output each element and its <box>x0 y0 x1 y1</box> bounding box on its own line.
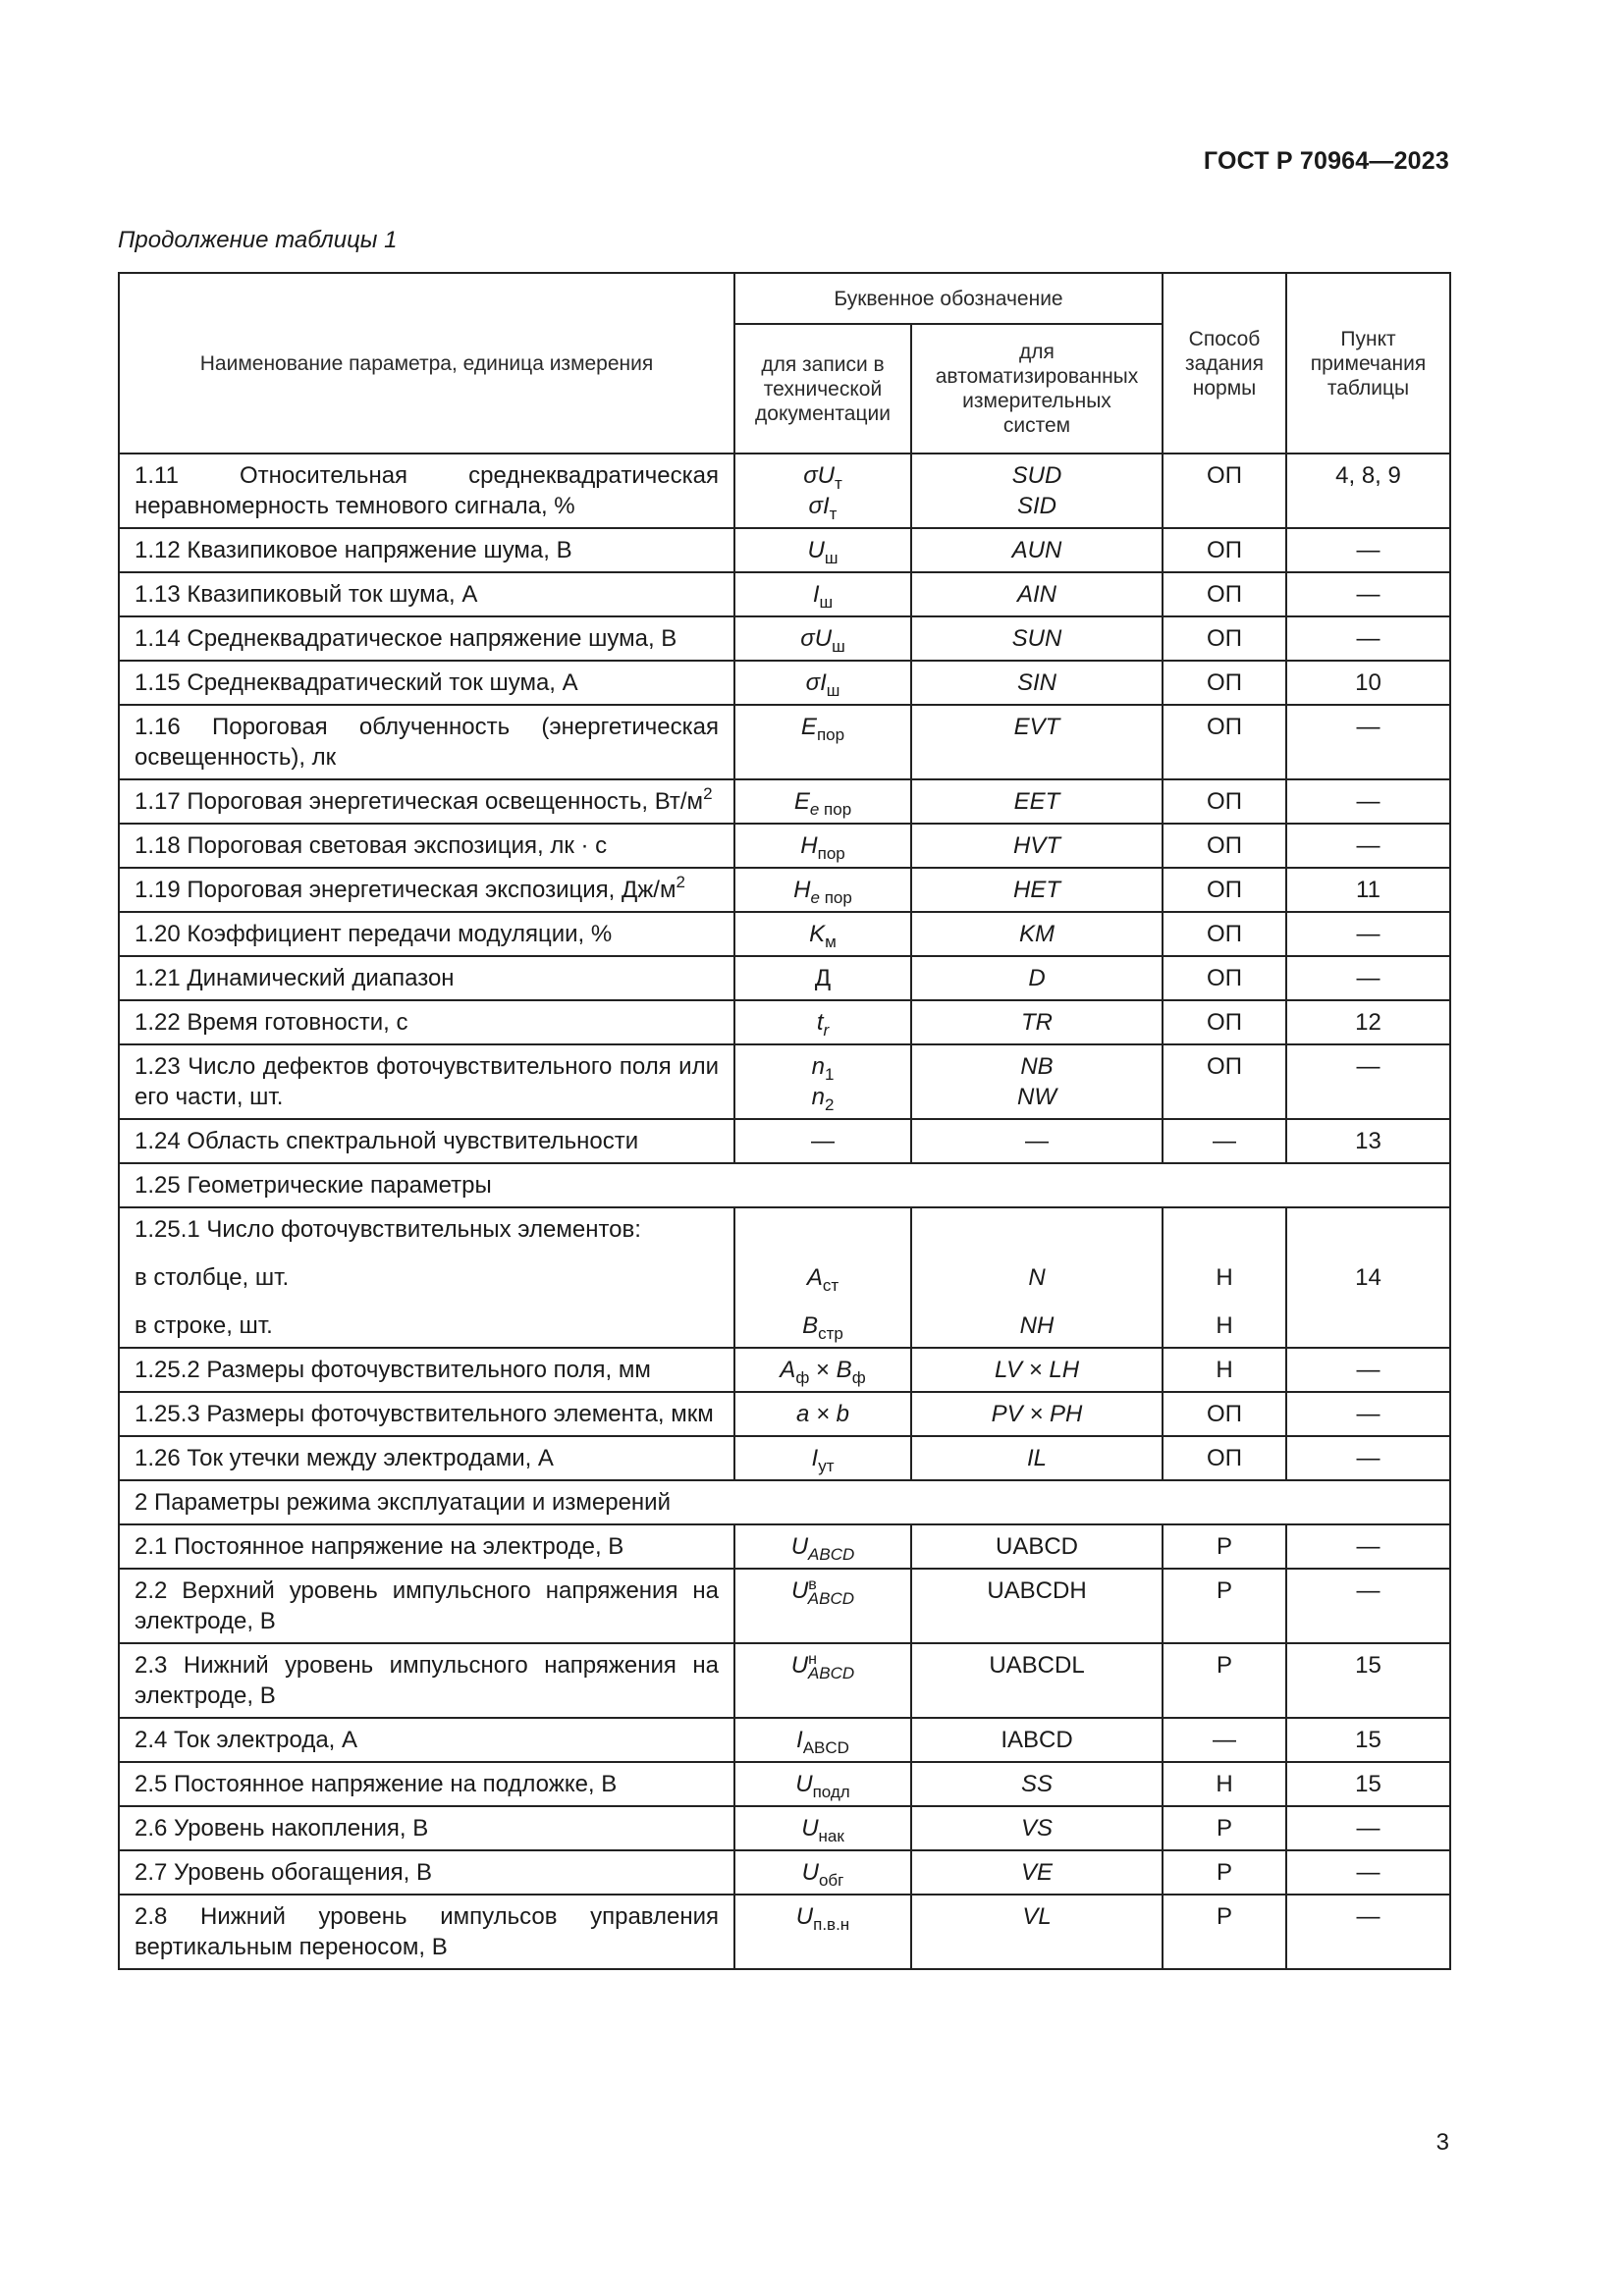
symbol-sub-italic: e <box>809 800 820 819</box>
param-name: 2.6 Уровень накопления, В <box>119 1806 734 1850</box>
table-row <box>119 661 1450 705</box>
symbol: H <box>793 877 811 903</box>
auto-symbol-1: N <box>1028 1264 1046 1291</box>
param-name: 1.16 Пороговая облученность (энергетическая освещенность), лк <box>119 705 734 779</box>
symbol-sub: ст <box>822 1276 839 1295</box>
symbol-sub: п.в.н <box>813 1915 850 1934</box>
note-item: — <box>1286 1392 1450 1436</box>
norm-method: Р <box>1163 1806 1286 1850</box>
tech-symbol: a × b <box>734 1392 911 1436</box>
header-name: Наименование параметра, единица измерения <box>119 273 734 454</box>
norm-method: ОП <box>1163 1044 1286 1119</box>
table-row <box>119 1569 1450 1643</box>
symbol-sub: ABCD <box>802 1738 849 1757</box>
note-item: — <box>1286 1895 1450 1969</box>
symbol-sub: пор <box>816 725 845 744</box>
tech-symbol <box>734 1569 911 1643</box>
note-item: 15 <box>1286 1643 1450 1718</box>
norm-method: Н <box>1163 1348 1286 1392</box>
note-item: — <box>1286 824 1450 868</box>
norm-method: — <box>1163 1119 1286 1163</box>
auto-symbol: VL <box>911 1895 1163 1969</box>
page-number: 3 <box>1435 2129 1449 2156</box>
symbol-sub: пор <box>819 888 852 907</box>
symbol-sub: ш <box>826 681 840 700</box>
symbol: I <box>812 581 820 608</box>
norm-method: ОП <box>1163 1000 1286 1044</box>
tech-symbol <box>734 1348 911 1392</box>
note-item: — <box>1286 705 1450 779</box>
auto-symbol-2: NH <box>1019 1312 1055 1339</box>
table-row <box>119 1762 1450 1806</box>
tech-symbol <box>734 912 911 956</box>
tech-symbol <box>734 868 911 912</box>
param-name: 1.25.3 Размеры фоточувствительного элемента, мкм <box>119 1392 734 1436</box>
param-name: 1.24 Область спектральной чувствительности <box>119 1119 734 1163</box>
note-item: — <box>1286 1436 1450 1480</box>
param-name: 1.11 Относительная среднеквадратическая неравномерность темнового сигнала, % <box>119 454 734 528</box>
symbol: U <box>790 1577 809 1604</box>
symbol-sub: подл <box>812 1783 850 1801</box>
auto-symbol-2: SID <box>1016 493 1056 519</box>
header-note-item: Пункт примечания таблицы <box>1286 273 1450 454</box>
tech-symbol <box>734 1643 911 1718</box>
table-row <box>119 912 1450 956</box>
norm-method <box>1163 1207 1286 1348</box>
norm-method: ОП <box>1163 912 1286 956</box>
norm-method: ОП <box>1163 1392 1286 1436</box>
auto-symbol: AUN <box>911 528 1163 572</box>
norm-method: Р <box>1163 1524 1286 1569</box>
tech-symbol <box>734 661 911 705</box>
unit-sup: 2 <box>676 873 685 891</box>
symbol-sup: н <box>808 1651 817 1668</box>
note-item <box>1286 1207 1450 1348</box>
param-name: 1.18 Пороговая световая экспозиция, лк · с <box>119 824 734 868</box>
table-row <box>119 705 1450 779</box>
auto-symbol: IL <box>911 1436 1163 1480</box>
symbol-sub: ут <box>818 1457 835 1475</box>
note-item: — <box>1286 572 1450 616</box>
header-tech-docs: для записи в технической документации <box>734 324 911 454</box>
note-item: — <box>1286 1524 1450 1569</box>
auto-symbol: UABCDL <box>911 1643 1163 1718</box>
note-item: 15 <box>1286 1718 1450 1762</box>
auto-symbol: KM <box>911 912 1163 956</box>
symbol: U <box>790 1652 809 1679</box>
tech-symbol <box>734 1806 911 1850</box>
table-row <box>119 1718 1450 1762</box>
parameters-table <box>118 272 1451 1970</box>
param-name: 2.1 Постоянное напряжение на электроде, В <box>119 1524 734 1569</box>
symbol-sub: м <box>825 933 837 951</box>
table-row <box>119 572 1450 616</box>
param-name: 2.2 Верхний уровень импульсного напряжения на электроде, В <box>119 1569 734 1643</box>
note-item: — <box>1286 1806 1450 1850</box>
table-row <box>119 454 1450 528</box>
document-code: ГОСТ Р 70964—2023 <box>1203 147 1449 175</box>
symbol-sub: т <box>829 505 838 523</box>
norm-method: Р <box>1163 1569 1286 1643</box>
unit-sup: 2 <box>703 784 713 803</box>
auto-symbol: EET <box>911 779 1163 824</box>
norm-method: ОП <box>1163 454 1286 528</box>
param-name: 1.14 Среднеквадратическое напряжение шума, В <box>119 616 734 661</box>
norm-method: Р <box>1163 1643 1286 1718</box>
symbol: U <box>795 1771 813 1797</box>
tech-symbol <box>734 616 911 661</box>
tech-symbol <box>734 572 911 616</box>
tech-symbol <box>734 1524 911 1569</box>
auto-symbol: — <box>911 1119 1163 1163</box>
table-row <box>119 1895 1450 1969</box>
table-row <box>119 1119 1450 1163</box>
tech-symbol <box>734 1762 911 1806</box>
section-title: 1.25 Геометрические параметры <box>119 1163 1450 1207</box>
param-name: 2.7 Уровень обогащения, В <box>119 1850 734 1895</box>
symbol: σI <box>808 493 830 519</box>
header-auto-systems: для автоматизированных измерительных систем <box>911 324 1163 454</box>
param-name: 1.21 Динамический диапазон <box>119 956 734 1000</box>
norm-method-2: Н <box>1216 1312 1233 1339</box>
param-name-text: 1.19 Пороговая энергетическая экспозиция, Дж/м <box>135 877 677 903</box>
symbol-sub-italic: ABCD <box>807 1589 855 1608</box>
param-subitem: в строке, шт. <box>135 1312 273 1339</box>
param-name: 1.23 Число дефектов фоточувствительного поля или его части, шт. <box>119 1044 734 1119</box>
tech-symbol <box>734 1850 911 1895</box>
auto-symbol: UABCDH <box>911 1569 1163 1643</box>
note-item: — <box>1286 1569 1450 1643</box>
auto-symbol: SUN <box>911 616 1163 661</box>
symbol: B <box>802 1312 819 1339</box>
param-name <box>119 868 734 912</box>
symbol-sub: ф <box>795 1368 810 1387</box>
symbol-sub: ш <box>832 637 845 656</box>
section-title: 2 Параметры режима эксплуатации и измерений <box>119 1480 1450 1524</box>
norm-method: — <box>1163 1718 1286 1762</box>
auto-symbol: HVT <box>911 824 1163 868</box>
symbol: K <box>809 921 826 947</box>
norm-method: ОП <box>1163 528 1286 572</box>
symbol: U <box>801 1859 819 1886</box>
tech-symbol <box>734 528 911 572</box>
auto-symbol: IABCD <box>911 1718 1163 1762</box>
auto-symbol <box>911 454 1163 528</box>
symbol-sub: обг <box>818 1871 844 1890</box>
symbol-sub: ш <box>824 549 839 567</box>
tech-symbol <box>734 824 911 868</box>
section-row <box>119 1163 1450 1207</box>
auto-symbol: EVT <box>911 705 1163 779</box>
auto-symbol: VS <box>911 1806 1163 1850</box>
auto-symbol: LV × LH <box>911 1348 1163 1392</box>
param-name <box>119 1207 734 1348</box>
note-item: 13 <box>1286 1119 1450 1163</box>
symbol: A <box>806 1264 823 1291</box>
param-name: 2.8 Нижний уровень импульсов управления вертикальным переносом, В <box>119 1895 734 1969</box>
section-row <box>119 1480 1450 1524</box>
norm-method: ОП <box>1163 661 1286 705</box>
symbol-sub: пор <box>819 800 852 819</box>
symbol: σU <box>803 462 835 489</box>
param-name: 1.12 Квазипиковое напряжение шума, В <box>119 528 734 572</box>
table-row <box>119 1806 1450 1850</box>
param-name: 2.5 Постоянное напряжение на подложке, В <box>119 1762 734 1806</box>
param-name: 1.26 Ток утечки между электродами, А <box>119 1436 734 1480</box>
tech-symbol <box>734 779 911 824</box>
symbol: U <box>790 1533 809 1560</box>
symbol: n <box>811 1053 825 1080</box>
symbol: U <box>801 1815 819 1842</box>
symbol-sub-italic: r <box>823 1021 830 1040</box>
table-row <box>119 1524 1450 1569</box>
norm-method: ОП <box>1163 956 1286 1000</box>
table-row <box>119 1000 1450 1044</box>
table-row <box>119 824 1450 868</box>
param-name-text: 1.17 Пороговая энергетическая освещенность, Вт/м <box>135 788 704 815</box>
param-name-title: 1.25.1 Число фоточувствительных элементов: <box>135 1216 641 1243</box>
table-row <box>119 1643 1450 1718</box>
auto-symbol: SS <box>911 1762 1163 1806</box>
note-item: — <box>1286 912 1450 956</box>
table-row <box>119 1207 1450 1348</box>
auto-symbol: SIN <box>911 661 1163 705</box>
auto-symbol-1: NB <box>1020 1053 1054 1080</box>
symbol: I <box>796 1727 803 1753</box>
tech-symbol <box>734 1000 911 1044</box>
symbol: H <box>800 832 818 859</box>
symbol-sub-italic: e <box>810 888 820 907</box>
table-header-row <box>119 273 1450 324</box>
symbol: B <box>836 1357 852 1383</box>
note-item: — <box>1286 616 1450 661</box>
table-row <box>119 528 1450 572</box>
symbol: σI <box>805 669 827 696</box>
symbol: t <box>816 1009 824 1036</box>
auto-symbol: VE <box>911 1850 1163 1895</box>
tech-symbol: — <box>734 1119 911 1163</box>
param-name: 1.20 Коэффициент передачи модуляции, % <box>119 912 734 956</box>
note-item: 15 <box>1286 1762 1450 1806</box>
norm-method-1: Н <box>1216 1264 1233 1291</box>
auto-symbol: TR <box>911 1000 1163 1044</box>
symbol-sub: нак <box>818 1827 844 1845</box>
norm-method: Р <box>1163 1850 1286 1895</box>
norm-method: ОП <box>1163 824 1286 868</box>
header-letter-designation: Буквенное обозначение <box>734 273 1163 324</box>
table-row <box>119 1436 1450 1480</box>
note-item: 4, 8, 9 <box>1286 454 1450 528</box>
auto-symbol <box>911 1044 1163 1119</box>
symbol: U <box>807 537 825 563</box>
symbol-sub: т <box>835 474 842 493</box>
symbol: σU <box>800 625 833 652</box>
param-name: 1.13 Квазипиковый ток шума, А <box>119 572 734 616</box>
symbol-sup: в <box>808 1576 817 1593</box>
note-item: 11 <box>1286 868 1450 912</box>
symbol: n <box>811 1084 825 1110</box>
symbol-sub-italic: ABCD <box>808 1545 855 1564</box>
note-item: — <box>1286 528 1450 572</box>
note-item: — <box>1286 956 1450 1000</box>
note-item: — <box>1286 1348 1450 1392</box>
note-item: 12 <box>1286 1000 1450 1044</box>
symbol-sub: ф <box>851 1368 866 1387</box>
table-row <box>119 956 1450 1000</box>
auto-symbol: D <box>911 956 1163 1000</box>
norm-method: Н <box>1163 1762 1286 1806</box>
tech-symbol: Д <box>734 956 911 1000</box>
norm-method: Р <box>1163 1895 1286 1969</box>
symbol: I <box>811 1445 819 1471</box>
table-row <box>119 868 1450 912</box>
table-row <box>119 1348 1450 1392</box>
norm-method: ОП <box>1163 1436 1286 1480</box>
param-name: 2.3 Нижний уровень импульсного напряжения на электроде, В <box>119 1643 734 1718</box>
header-norm-method: Способ задания нормы <box>1163 273 1286 454</box>
param-name: 1.22 Время готовности, с <box>119 1000 734 1044</box>
symbol-sub: ш <box>819 593 834 612</box>
auto-symbol: AIN <box>911 572 1163 616</box>
norm-method: ОП <box>1163 868 1286 912</box>
times-sign: × <box>815 1357 830 1383</box>
tech-symbol <box>734 1718 911 1762</box>
norm-method: ОП <box>1163 779 1286 824</box>
param-subitem: в столбце, шт. <box>135 1264 290 1291</box>
auto-symbol: PV × PH <box>911 1392 1163 1436</box>
auto-symbol <box>911 1207 1163 1348</box>
tech-symbol <box>734 454 911 528</box>
param-name: 1.25.2 Размеры фоточувствительного поля, мм <box>119 1348 734 1392</box>
auto-symbol: HET <box>911 868 1163 912</box>
auto-symbol-1: SUD <box>1011 462 1062 489</box>
tech-symbol <box>734 1895 911 1969</box>
symbol-sub-italic: ABCD <box>807 1664 855 1682</box>
table-row <box>119 1044 1450 1119</box>
symbol-sub: пор <box>817 844 845 863</box>
symbol-sub: стр <box>818 1324 843 1343</box>
tech-symbol <box>734 1207 911 1348</box>
tech-symbol <box>734 1044 911 1119</box>
table-row <box>119 1850 1450 1895</box>
table-row <box>119 779 1450 824</box>
auto-symbol-2: NW <box>1017 1084 1056 1110</box>
symbol: A <box>780 1357 796 1383</box>
symbol-sub: 2 <box>824 1095 835 1114</box>
note-item: — <box>1286 1850 1450 1895</box>
note-item-value: 14 <box>1355 1264 1381 1291</box>
tech-symbol <box>734 705 911 779</box>
note-item: 10 <box>1286 661 1450 705</box>
symbol-sub: 1 <box>824 1065 835 1084</box>
symbol: E <box>793 788 810 815</box>
note-item: — <box>1286 779 1450 824</box>
param-name <box>119 779 734 824</box>
table-row <box>119 616 1450 661</box>
param-name: 1.15 Среднеквадратический ток шума, А <box>119 661 734 705</box>
table-caption: Продолжение таблицы 1 <box>118 227 398 253</box>
norm-method: ОП <box>1163 705 1286 779</box>
tech-symbol <box>734 1436 911 1480</box>
norm-method: ОП <box>1163 616 1286 661</box>
symbol: E <box>800 714 817 740</box>
note-item: — <box>1286 1044 1450 1119</box>
auto-symbol: UABCD <box>911 1524 1163 1569</box>
table-row <box>119 1392 1450 1436</box>
symbol: U <box>795 1903 814 1930</box>
param-name: 2.4 Ток электрода, А <box>119 1718 734 1762</box>
norm-method: ОП <box>1163 572 1286 616</box>
